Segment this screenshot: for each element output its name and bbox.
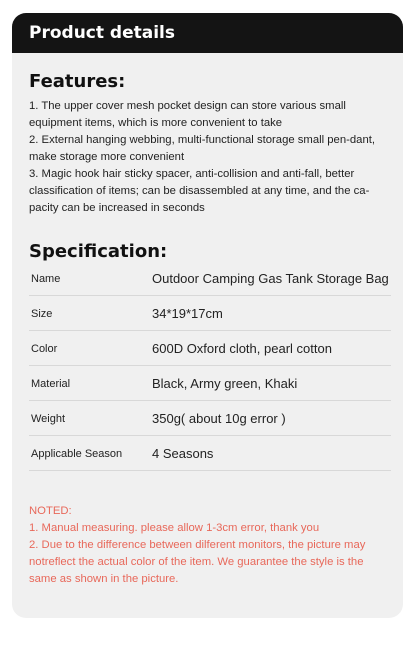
spec-value: Outdoor Camping Gas Tank Storage Bag [152, 271, 389, 286]
specification-table [29, 261, 391, 471]
spec-row-material [29, 366, 391, 401]
spec-key: Name [31, 273, 61, 285]
specification-title: Specification: [29, 241, 168, 262]
feature-item: 1. The upper cover mesh pocket design can store various small equipment items, which is more convenient to take [29, 100, 346, 129]
spec-key: Applicable Season [31, 448, 123, 460]
header-title: Product details [12, 13, 403, 53]
spec-key: Material [31, 378, 71, 390]
feature-item: 3. Magic hook hair sticky spacer, anti-collision and anti-fall, better classification of items; can be disassembled at any time, and the ca-pacity can be increased in seconds [29, 168, 370, 214]
spec-value: 4 Seasons [152, 446, 214, 461]
product-details-card [12, 13, 403, 618]
spec-key: Weight [31, 413, 66, 425]
spec-value: 34*19*17cm [152, 306, 223, 321]
spec-row-size [29, 296, 391, 331]
features-list [29, 98, 391, 217]
spec-key: Size [31, 308, 53, 320]
spec-row-weight [29, 401, 391, 436]
spec-value: 350g( about 10g error ) [152, 411, 286, 426]
noted-item: 2. Due to the difference between dilferent monitors, the picture may notreflect the actual color of the item. We guarantee the style is the same as shown in the picture. [29, 539, 366, 585]
spec-key: Color [31, 343, 58, 355]
noted-item: 1. Manual measuring. please allow 1-3cm error, thank you [29, 522, 320, 534]
noted-section [29, 503, 391, 588]
spec-row-season [29, 436, 391, 471]
features-title: Features: [29, 71, 126, 92]
spec-row-name [29, 261, 391, 296]
spec-row-color [29, 331, 391, 366]
feature-item: 2. External hanging webbing, multi-functional storage small pen-dant, make storage more convenient [29, 134, 376, 163]
spec-value: 600D Oxford cloth, pearl cotton [152, 341, 332, 356]
noted-title: NOTED: [29, 505, 72, 517]
spec-value: Black, Army green, Khaki [152, 376, 298, 391]
